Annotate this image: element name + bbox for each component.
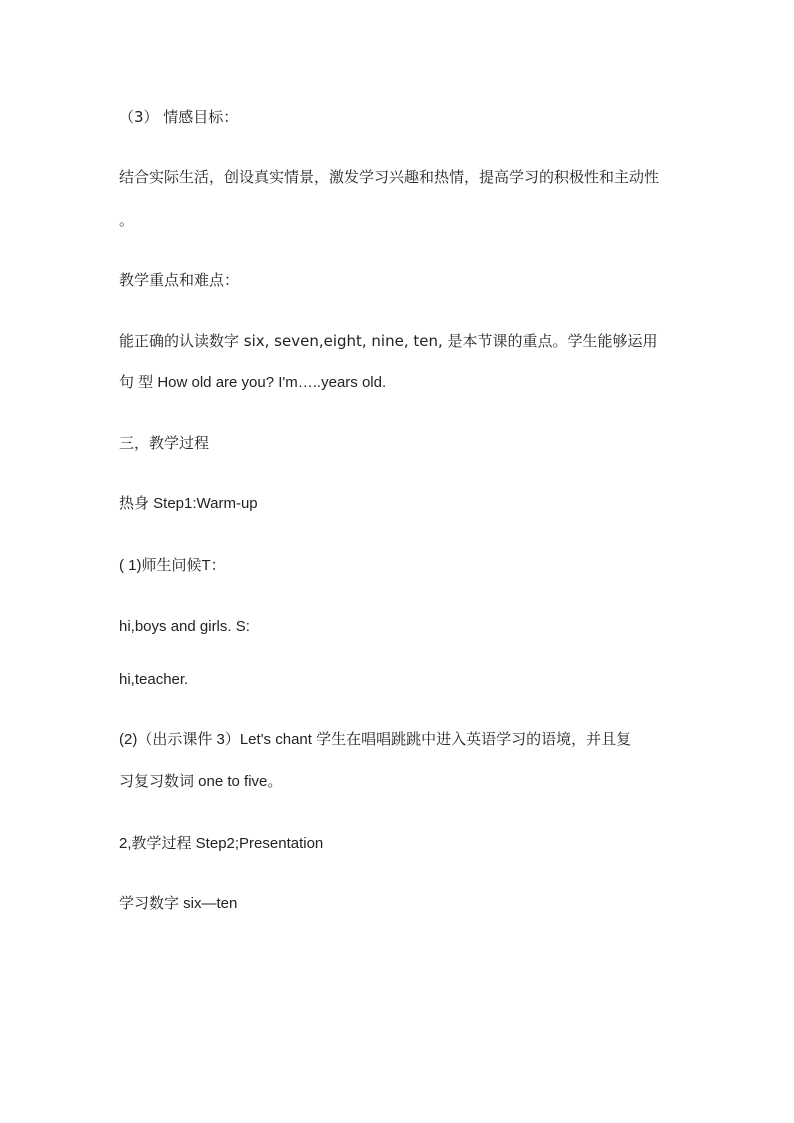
learn-numbers: 学习数字 six—ten	[119, 895, 238, 912]
paragraph-key-points: 能正确的认读数字 six, seven,eight, nine, ten, 是本节课的重点。学生能够运用	[119, 332, 658, 350]
paragraph-emotional-goals: 结合实际生活，创设真实情景，激发学习兴趣和热情，提高学习的积极性和主动性	[119, 168, 660, 186]
heading-emotional-goals: （3） 情感目标：	[119, 108, 239, 126]
heading-key-points: 教学重点和难点：	[119, 271, 240, 289]
teacher-greeting: hi,boys and girls. S:	[119, 618, 250, 635]
paragraph-emotional-goals-end: 。	[119, 211, 135, 229]
chant-activity: (2)（出示课件 3）Let's chant 学生在唱唱跳跳中进入英语学习的语境，并且复	[119, 731, 632, 748]
heading-teaching-process: 三，教学过程	[119, 434, 210, 452]
student-greeting: hi,teacher.	[119, 671, 189, 688]
step-presentation: 2,教学过程 Step2;Presentation	[119, 835, 324, 852]
greeting-label: ( 1)师生问候T：	[119, 557, 226, 574]
chant-activity-continued: 习复习数词 one to five。	[119, 773, 283, 790]
paragraph-sentence-pattern: 句 型 How old are you? I'm…..years old.	[119, 374, 387, 391]
step-warm-up: 热身 Step1:Warm-up	[119, 495, 258, 512]
